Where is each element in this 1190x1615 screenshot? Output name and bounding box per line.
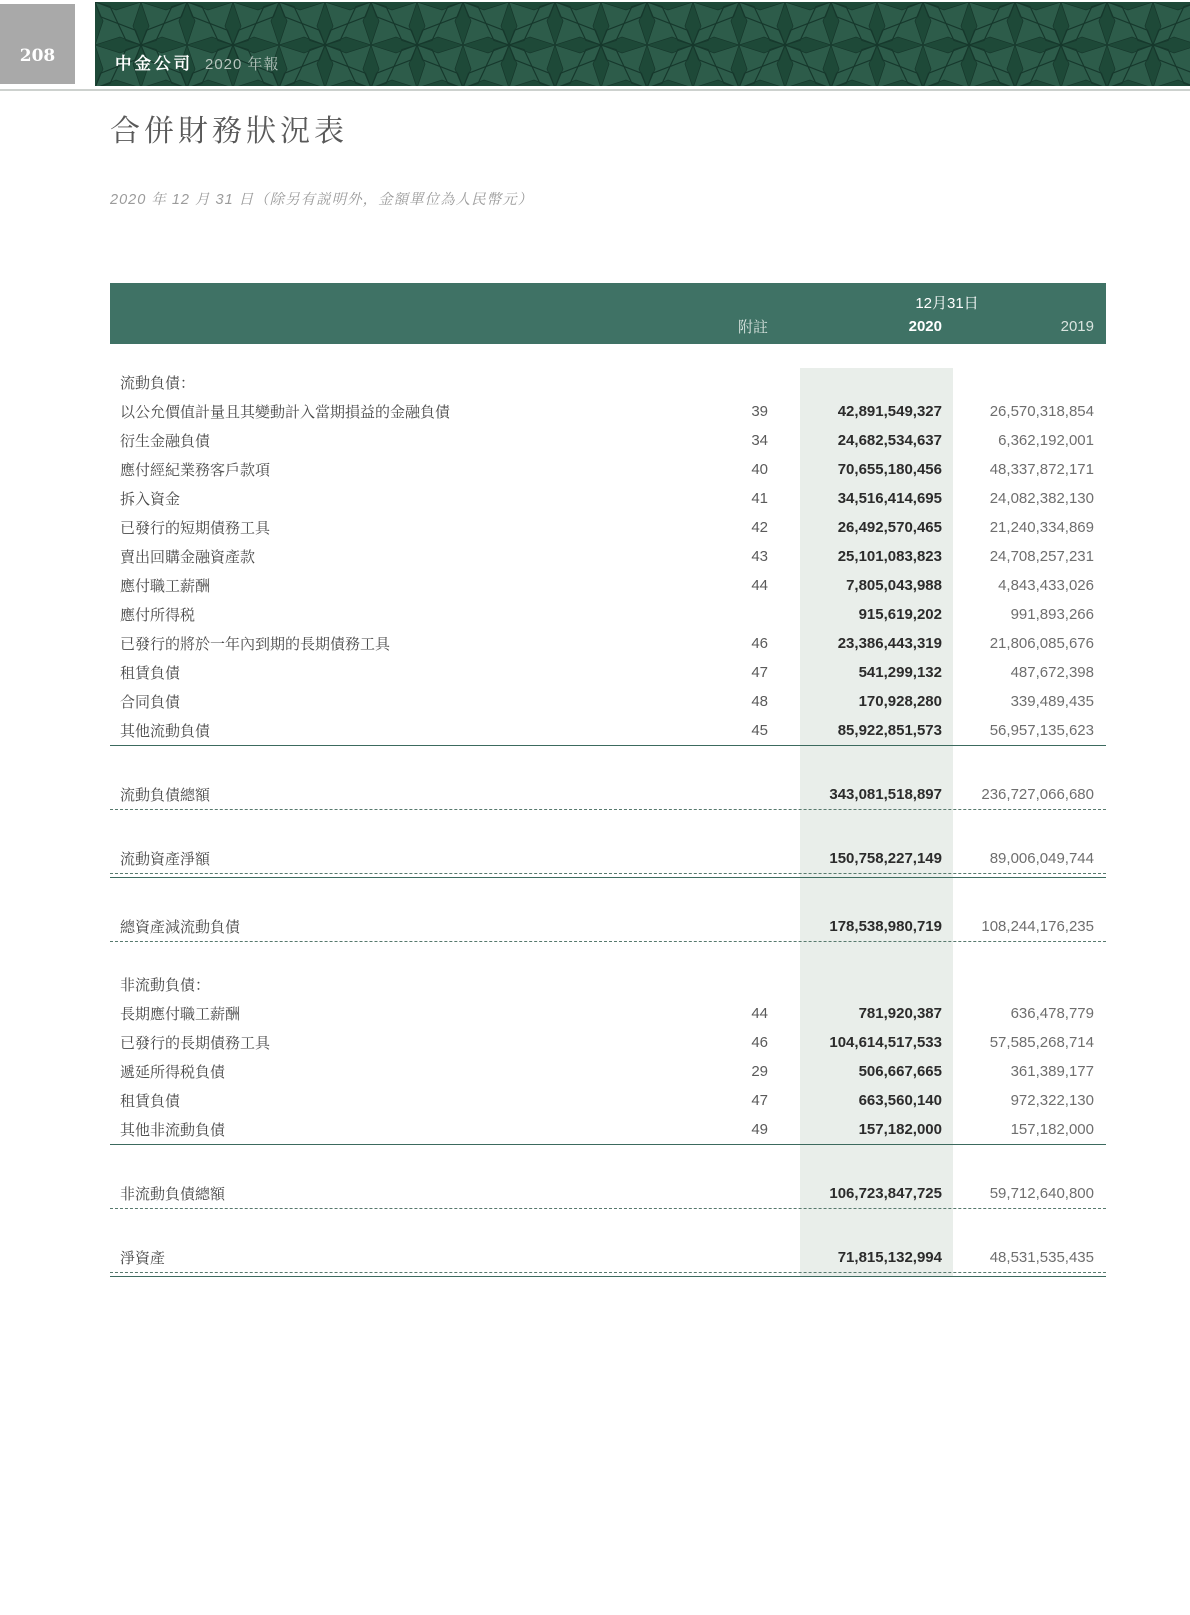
row-value-2020: 506,667,665 — [858, 1063, 942, 1080]
row-label: 合同負債 — [120, 694, 181, 711]
row-label: 應付經紀業務客戶款項 — [120, 462, 271, 479]
row-note: 29 — [751, 1063, 768, 1080]
row-value-2019: 157,182,000 — [1010, 1121, 1094, 1138]
year-2020-column-header: 2020 — [908, 318, 942, 335]
item-row — [110, 687, 1106, 716]
table-rule-solid — [110, 1144, 1106, 1145]
item-row — [110, 542, 1106, 571]
item-row — [110, 455, 1106, 484]
row-value-2019: 361,389,177 — [1010, 1063, 1094, 1080]
financial-position-table — [110, 283, 1106, 1277]
row-note: 47 — [751, 664, 768, 681]
row-label: 流動負債： — [120, 375, 196, 392]
row-value-2020: 104,614,517,533 — [829, 1034, 942, 1051]
row-label: 以公允價值計量且其變動計入當期損益的金融負債 — [120, 404, 451, 421]
item-row — [110, 999, 1106, 1028]
company-name: 中金公司 — [115, 55, 193, 73]
row-label: 其他流動負債 — [120, 723, 211, 740]
item-row — [110, 1115, 1106, 1144]
row-value-2019: 487,672,398 — [1010, 664, 1094, 681]
row-note: 44 — [751, 577, 768, 594]
row-note: 45 — [751, 722, 768, 739]
row-note: 42 — [751, 519, 768, 536]
row-value-2019: 236,727,066,680 — [981, 786, 1094, 803]
item-row — [110, 1057, 1106, 1086]
row-value-2019: 24,708,257,231 — [989, 548, 1094, 565]
section-heading-row — [110, 368, 1106, 397]
row-value-2019: 6,362,192,001 — [998, 432, 1094, 449]
row-note: 39 — [751, 403, 768, 420]
row-value-2019: 108,244,176,235 — [981, 918, 1094, 935]
row-note: 49 — [751, 1121, 768, 1138]
total-row — [110, 912, 1106, 941]
row-value-2020: 70,655,180,456 — [837, 461, 942, 478]
row-value-2020: 157,182,000 — [858, 1121, 942, 1138]
row-label: 已發行的將於一年內到期的長期債務工具 — [120, 636, 391, 653]
row-note: 44 — [751, 1005, 768, 1022]
row-label: 流動負債總額 — [120, 787, 211, 804]
row-note: 46 — [751, 635, 768, 652]
row-label: 非流動負債總額 — [120, 1186, 226, 1203]
row-value-2019: 89,006,049,744 — [989, 850, 1094, 867]
row-label: 流動資產淨額 — [120, 851, 211, 868]
item-row — [110, 1028, 1106, 1057]
row-value-2019: 59,712,640,800 — [989, 1185, 1094, 1202]
row-label: 衍生金融負債 — [120, 433, 211, 450]
total-row — [110, 780, 1106, 809]
row-note: 48 — [751, 693, 768, 710]
row-value-2020: 7,805,043,988 — [846, 577, 942, 594]
item-row — [110, 1086, 1106, 1115]
row-value-2019: 48,337,872,171 — [989, 461, 1094, 478]
table-rule-double — [110, 1272, 1106, 1277]
row-value-2020: 343,081,518,897 — [829, 786, 942, 803]
page-number-box — [0, 4, 75, 84]
row-value-2020: 178,538,980,719 — [829, 918, 942, 935]
item-row — [110, 513, 1106, 542]
row-value-2020: 34,516,414,695 — [837, 490, 942, 507]
report-edition: 2020 年報 — [205, 56, 280, 73]
row-label: 非流動負債： — [120, 977, 211, 994]
section-heading-row — [110, 970, 1106, 999]
row-value-2020: 24,682,534,637 — [837, 432, 942, 449]
row-note: 41 — [751, 490, 768, 507]
row-value-2020: 170,928,280 — [858, 693, 942, 710]
item-row — [110, 397, 1106, 426]
table-rule-solid — [110, 745, 1106, 746]
row-label: 長期應付職工薪酬 — [120, 1006, 241, 1023]
row-value-2020: 71,815,132,994 — [837, 1249, 942, 1266]
item-row — [110, 426, 1106, 455]
row-label: 應付所得税 — [120, 607, 196, 624]
row-note: 46 — [751, 1034, 768, 1051]
row-value-2019: 21,806,085,676 — [989, 635, 1094, 652]
item-row — [110, 571, 1106, 600]
header-divider — [0, 89, 1190, 91]
row-value-2020: 26,492,570,465 — [837, 519, 942, 536]
row-value-2019: 48,531,535,435 — [989, 1249, 1094, 1266]
row-value-2019: 26,570,318,854 — [989, 403, 1094, 420]
date-column-header: 12月31日 — [915, 295, 979, 312]
table-rule-dashed — [110, 941, 1106, 942]
row-label: 淨資產 — [120, 1250, 166, 1267]
row-value-2019: 991,893,266 — [1010, 606, 1094, 623]
row-value-2020: 781,920,387 — [858, 1005, 942, 1022]
row-value-2020: 25,101,083,823 — [837, 548, 942, 565]
row-label: 遞延所得税負債 — [120, 1064, 226, 1081]
page-number: 208 — [19, 46, 56, 66]
row-label: 總資產減流動負債 — [120, 919, 241, 936]
banner — [95, 2, 1190, 86]
note-column-header: 附註 — [737, 319, 768, 336]
table-header — [110, 283, 1106, 344]
row-value-2020: 150,758,227,149 — [829, 850, 942, 867]
row-note: 40 — [751, 461, 768, 478]
table-column-headers — [110, 316, 1106, 337]
row-label: 已發行的短期債務工具 — [120, 520, 271, 537]
total-row — [110, 844, 1106, 873]
item-row — [110, 629, 1106, 658]
row-label: 已發行的長期債務工具 — [120, 1035, 271, 1052]
row-label: 拆入資金 — [120, 491, 181, 508]
table-body — [110, 368, 1106, 1277]
row-value-2019: 972,322,130 — [1010, 1092, 1094, 1109]
row-value-2020: 915,619,202 — [858, 606, 942, 623]
item-row — [110, 600, 1106, 629]
row-note: 43 — [751, 548, 768, 565]
row-label: 租賃負債 — [120, 665, 181, 682]
row-value-2020: 42,891,549,327 — [837, 403, 942, 420]
row-label: 應付職工薪酬 — [120, 578, 211, 595]
row-value-2019: 56,957,135,623 — [989, 722, 1094, 739]
row-label: 賣出回購金融資產款 — [120, 549, 256, 566]
row-label: 其他非流動負債 — [120, 1122, 226, 1139]
banner-text — [115, 50, 280, 74]
row-value-2019: 21,240,334,869 — [989, 519, 1094, 536]
row-value-2020: 663,560,140 — [858, 1092, 942, 1109]
row-note: 34 — [751, 432, 768, 449]
row-value-2020: 85,922,851,573 — [837, 722, 942, 739]
row-value-2019: 57,585,268,714 — [989, 1034, 1094, 1051]
row-value-2019: 339,489,435 — [1010, 693, 1094, 710]
row-value-2019: 4,843,433,026 — [998, 577, 1094, 594]
page-subtitle: 2020 年 12 月 31 日（除另有説明外，金額單位為人民幣元） — [110, 192, 534, 208]
row-value-2020: 541,299,132 — [858, 664, 942, 681]
item-row — [110, 658, 1106, 687]
row-value-2019: 24,082,382,130 — [989, 490, 1094, 507]
row-value-2020: 106,723,847,725 — [829, 1185, 942, 1202]
year-2019-column-header: 2019 — [1060, 318, 1094, 335]
item-row — [110, 484, 1106, 513]
row-value-2020: 23,386,443,319 — [837, 635, 942, 652]
total-row — [110, 1243, 1106, 1272]
table-rule-double — [110, 873, 1106, 878]
table-rule-dashed — [110, 809, 1106, 810]
page-title: 合併財務狀況表 — [110, 115, 348, 148]
row-note: 47 — [751, 1092, 768, 1109]
row-label: 租賃負債 — [120, 1093, 181, 1110]
table-rule-dashed — [110, 1208, 1106, 1209]
row-value-2019: 636,478,779 — [1010, 1005, 1094, 1022]
total-row — [110, 1179, 1106, 1208]
item-row — [110, 716, 1106, 745]
